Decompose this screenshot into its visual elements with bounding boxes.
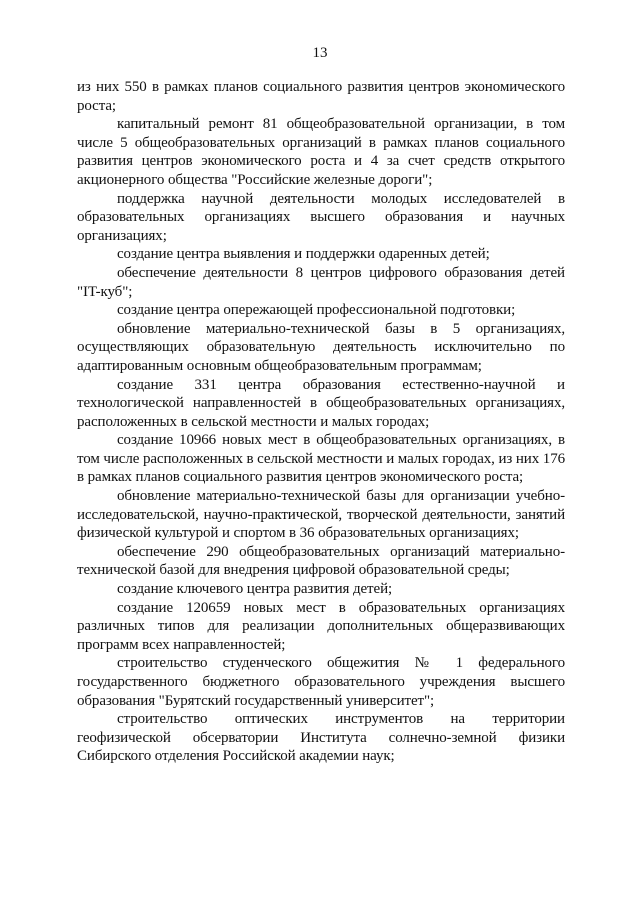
document-body <box>77 78 565 766</box>
list-item: создание 10966 новых мест в общеобразовательных организациях, в том числе расположенных в сельской местности и малых городах, из них 176 в рамках планов социального развития центров экономического роста; <box>77 432 565 486</box>
list-item: создание центра опережающей профессиональной подготовки; <box>117 302 516 319</box>
list-item: строительство студенческого общежития № 1 федерального государственного бюджетного образовательного учреждения высшего образования "Бурятский государственный университет"; <box>77 655 565 709</box>
list-item: обновление материально-технической базы в 5 организациях, осуществляющих образовательную деятельность исключительно по адаптированным основным общеобразовательным программам; <box>77 320 565 374</box>
list-item: обновление материально-технической базы для организации учебно-исследовательской, научно-практической, творческой деятельности, занятий физической культурой и спортом в 36 образовательных организациях; <box>77 488 565 542</box>
list-item: поддержка научной деятельности молодых исследователей в образовательных организациях высшего образования и научных организациях; <box>77 190 565 244</box>
list-item: капитальный ремонт 81 общеобразовательной организации, в том числе 5 общеобразовательных организаций в рамках планов социального развития центров экономического роста и 4 за счет средств открытого акционерного общества "Российские железные дороги"; <box>77 116 565 188</box>
list-item: создание ключевого центра развития детей; <box>117 581 393 598</box>
list-item: создание 331 центра образования естественно-научной и технологической направленностей в общеобразовательных организациях, расположенных в сельской местности и малых городах; <box>77 376 565 430</box>
list-item: создание 120659 новых мест в образовательных организациях различных типов для реализации дополнительных общеразвивающих программ всех направленностей; <box>77 599 565 653</box>
page-number: 13 <box>312 45 328 61</box>
list-item: строительство оптических инструментов на территории геофизической обсерватории Института солнечно-земной физики Сибирского отделения Российской академии наук; <box>77 711 565 765</box>
list-item: создание центра выявления и поддержки одаренных детей; <box>117 246 490 263</box>
list-item: обеспечение 290 общеобразовательных организаций материально-технической базой для внедрения цифровой образовательной среды; <box>77 543 565 579</box>
list-item: из них 550 в рамках планов социального развития центров экономического роста; <box>77 79 565 114</box>
list-item: обеспечение деятельности 8 центров цифрового образования детей "IT-куб"; <box>77 264 565 300</box>
